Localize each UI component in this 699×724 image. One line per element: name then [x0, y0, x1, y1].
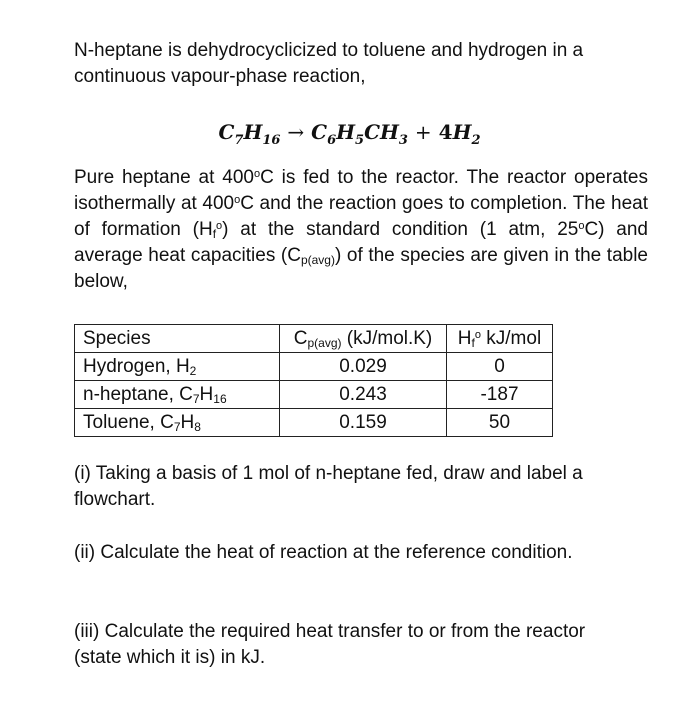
- hf-value: 0: [447, 353, 553, 381]
- intro-line-1: N-heptane is dehydrocyclicized to toluene and hydrogen in a: [74, 40, 584, 61]
- question-3: (iii) Calculate the required heat transfer to or from the reactor (state which it is) in kJ.: [74, 621, 586, 668]
- intro-paragraph: [74, 38, 648, 90]
- table-row: [75, 409, 553, 437]
- table-row: [75, 353, 553, 381]
- header-hf: $H_f^o$ kJ/mol: [447, 325, 553, 353]
- header-cp: $C_{p(avg)}$ (kJ/mol.K): [280, 325, 447, 353]
- species-name: n-heptane, $C_7H_{16}$: [75, 381, 280, 409]
- reaction-arrow: →: [287, 120, 305, 144]
- cp-value: 0.159: [280, 409, 447, 437]
- species-name: Hydrogen, $H_2$: [75, 353, 280, 381]
- hf-value: 50: [447, 409, 553, 437]
- cp-value: 0.029: [280, 353, 447, 381]
- plus-sign: +: [414, 120, 432, 144]
- species-properties-table: [74, 324, 553, 437]
- header-species: Species: [75, 325, 280, 353]
- question-2: (ii) Calculate the heat of reaction at the reference condition.: [74, 542, 573, 563]
- cp-value: 0.243: [280, 381, 447, 409]
- question-1: (i) Taking a basis of 1 mol of n-heptane fed, draw and label a flowchart.: [74, 463, 583, 510]
- hf-value: -187: [447, 381, 553, 409]
- product-toluene: $C_6H_5CH_3$: [311, 120, 408, 148]
- table-row: [75, 381, 553, 409]
- reaction-equation: [0, 118, 699, 146]
- intro-line-2: continuous vapour-phase reaction,: [74, 66, 366, 87]
- product-hydrogen: $4H_2$: [438, 120, 481, 148]
- reactant-heptane: $C_7H_{16}$: [218, 120, 281, 148]
- species-name: Toluene, $C_7H_8$: [75, 409, 280, 437]
- table-header-row: [75, 325, 553, 353]
- description-paragraph: Pure heptane at 400$^o$C is fed to the reactor. The reactor operates isothermally at 400$^o$C and the reaction goes to completion. The heat of formation $(H_f^o)$ at the standard condition (1 atm, 25$^o$C) and average heat capacities $(C_{p(avg)})$ of the species are given in the table below,: [74, 167, 649, 292]
